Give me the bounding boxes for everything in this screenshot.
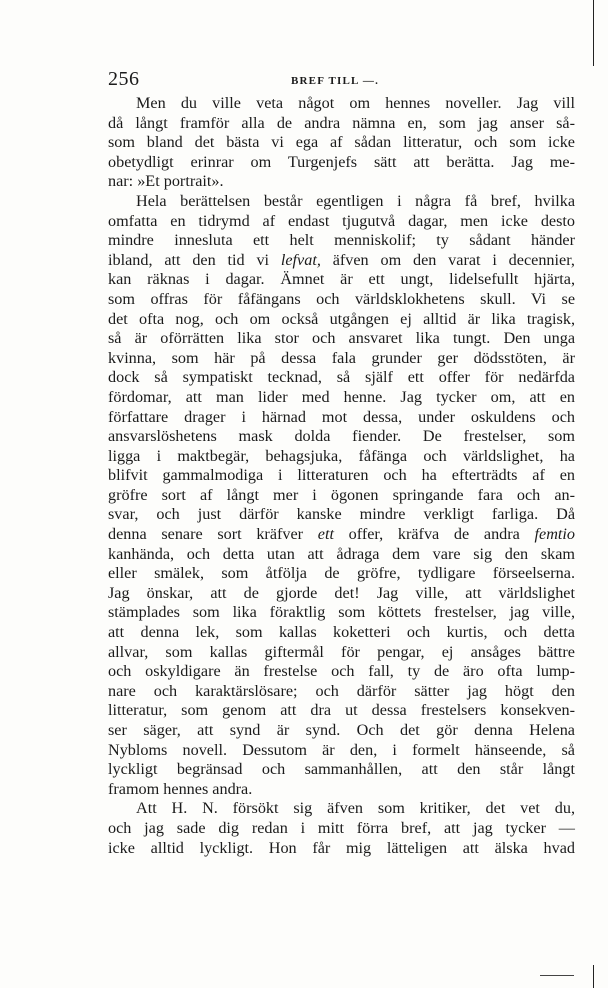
text-line: framom hennes andra. — [108, 779, 253, 798]
running-head: BREF TILL —. — [291, 75, 380, 87]
text-span: denna senare sort kräfver — [108, 525, 318, 544]
text-line: ligga i maktbegär, behagsjuka, fåfänga och världslighet, ha — [108, 446, 575, 465]
text-line: blifvit gammalmodiga i litteraturen och ha efterträdts af en — [108, 466, 575, 485]
body-text — [108, 94, 575, 858]
text-line: allvar, som kallas giftermål för pengar, ej ansåges bättre — [108, 642, 575, 661]
text-line: dock så sympatiskt tecknad, så själf ett offer för nedärfda — [108, 368, 575, 387]
text-line: mindre innesluta ett helt menniskolif; ty sådant händer — [108, 231, 575, 250]
text-line: ansvarslöshetens mask dolda fiender. De frestelser, som — [108, 427, 575, 446]
text-line: obetydligt erinrar om Turgenjefs sätt att berätta. Jag me- — [108, 152, 575, 171]
text-span: offer, kräfva de andra — [333, 525, 535, 544]
text-span: ibland, att den tid vi — [108, 250, 281, 269]
text-line: gröfre sort af långt mer i ögonen springande fara och an- — [108, 485, 575, 504]
text-line: kan räknas i dagar. Ämnet är ett ungt, lidelsefullt hjärta, — [108, 270, 575, 289]
text-line: att denna lek, som kallas koketteri och kurtis, och detta — [108, 623, 575, 642]
text-line: det ofta nog, och om också utgången ej alltid är lika tragisk, — [108, 309, 575, 328]
text-span: äfven om den varat i decennier, — [320, 250, 575, 269]
text-line — [108, 251, 575, 271]
text-line: icke alltid lyckligt. Hon får mig lätteligen att älska hvad — [108, 838, 575, 857]
italic-word: lefvat, — [280, 250, 321, 269]
text-line: och jag sade dig redan i mitt förra bref, att jag tycker — — [108, 818, 575, 837]
page-header — [108, 66, 573, 92]
text-line: svar, och just därför kanske mindre verkligt farliga. Då — [108, 505, 575, 524]
text-line: kvinna, som här på dessa fala grunder ger dödsstöten, är — [108, 348, 575, 367]
text-line: lyckligt begränsad och sammanhållen, att den står långt — [108, 760, 575, 779]
page-number: 256 — [108, 68, 140, 90]
italic-word: ett — [317, 525, 334, 544]
text-line: stämplades som lika föraktlig som köttets frestelser, jag ville, — [108, 603, 575, 622]
text-line: Jag önskar, att de gjorde det! Jag ville, att världslighet — [108, 583, 575, 602]
text-line: som offras för fåfängans och världsklokhetens skull. Vi se — [108, 289, 575, 308]
text-line: så är oförrätten lika stor och ansvaret lika tungt. Den unga — [108, 329, 575, 348]
text-line: som bland det bästa vi ega af sådan litteratur, och som icke — [108, 133, 575, 152]
bottom-rule — [540, 975, 574, 976]
text-line: nar: »Et portrait». — [108, 172, 224, 191]
text-line: Men du ville veta något om hennes noveller. Jag vill — [136, 94, 575, 112]
italic-word: femtio — [534, 525, 575, 544]
text-line: litteratur, som genom att dra ut dessa frestelsers konsekven- — [108, 701, 575, 720]
right-margin-rule-bottom — [593, 965, 594, 988]
text-line: då långt framför alla de andra nämna en, som jag anser så- — [108, 113, 575, 132]
text-line: omfatta en tidrymd af endast tjugutvå dagar, men icke desto — [108, 211, 575, 230]
text-line: nare och karaktärslösare; och därför sätter jag högt den — [108, 681, 575, 700]
text-line: kanhända, och detta utan att ådraga dem vare sig den skam — [108, 544, 575, 563]
text-line: fördomar, att man lider med henne. Jag tycker om, att en — [108, 387, 575, 406]
right-margin-rule-top — [593, 0, 594, 66]
text-line: ser säger, att synd är synd. Och det gör denna Helena — [108, 721, 575, 739]
text-line: eller smälek, som åtfölja de gröfre, tydligare förseelserna. — [108, 564, 575, 583]
text-line: Nybloms novell. Dessutom är den, i formelt hänseende, så — [108, 740, 575, 759]
text-line — [108, 525, 575, 545]
text-line: författare drager i härnad mot dessa, under oskuldens och — [108, 407, 575, 426]
text-line: Att H. N. försökt sig äfven som kritiker, det vet du, — [136, 799, 575, 818]
text-line: och oskyldigare än frestelse och fall, ty de äro ofta lump- — [108, 662, 575, 681]
text-line: Hela berättelsen består egentligen i några få bref, hvilka — [136, 191, 575, 210]
